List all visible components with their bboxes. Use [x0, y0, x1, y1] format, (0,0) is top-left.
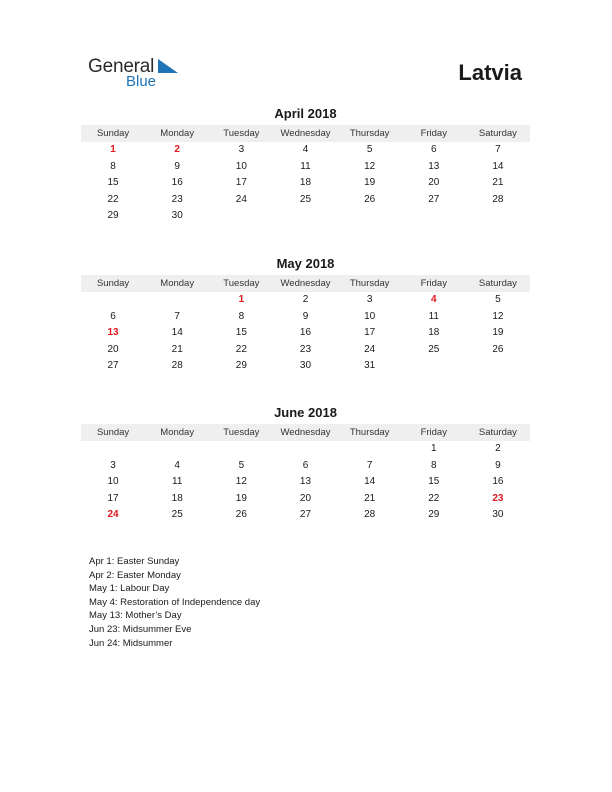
date-cell: 3: [366, 294, 373, 305]
date-cell: 19: [492, 327, 504, 339]
weekday-label: Sunday: [96, 427, 130, 438]
date-cell: [402, 358, 466, 375]
weekday-label: Friday: [420, 427, 447, 438]
weekday-header-row: [81, 125, 530, 142]
date-cell: 11: [300, 160, 311, 172]
date-cell: 31: [364, 360, 376, 372]
date-cell: 25: [171, 509, 183, 521]
holiday-entry: Jun 23: Midsummer Eve: [89, 623, 192, 635]
date-cell: 18: [171, 492, 183, 504]
date-cell: 27: [428, 193, 440, 205]
date-cell: 26: [235, 509, 247, 521]
holiday-list: [89, 555, 260, 650]
date-cell: 12: [364, 160, 376, 172]
date-cell: 11: [428, 310, 439, 322]
date-cell: 25: [299, 193, 312, 205]
month-title: April 2018: [274, 106, 337, 121]
weekday-label: Tuesday: [223, 427, 260, 438]
date-cell: 10: [107, 476, 119, 488]
date-cell: 30: [299, 360, 312, 372]
date-cell: 22: [107, 193, 119, 205]
weekday-label: Sunday: [96, 278, 130, 289]
date-cell: 13: [299, 476, 312, 488]
weekday-label: Tuesday: [223, 278, 260, 289]
weekday-label: Wednesday: [280, 128, 331, 139]
generalblue-logo: [88, 56, 188, 92]
month-calendar-june: [81, 405, 530, 524]
date-cell: 15: [235, 327, 247, 339]
holiday-date-cell: 4: [430, 294, 437, 305]
weekday-label: Wednesday: [280, 278, 331, 289]
date-cell: 17: [107, 492, 119, 504]
week-row: [81, 325, 530, 342]
date-cell: 3: [110, 459, 116, 471]
date-cell: 4: [302, 144, 309, 155]
date-cell: 7: [495, 144, 501, 155]
weekday-label: Thursday: [349, 278, 390, 289]
date-cell: [209, 208, 273, 225]
date-cell: 8: [430, 459, 437, 471]
date-cell: [338, 441, 402, 458]
date-cell: 15: [428, 476, 440, 488]
weekday-label: Saturday: [478, 128, 517, 139]
week-row: [81, 441, 530, 458]
date-cell: 14: [364, 476, 376, 488]
date-cell: 2: [302, 294, 309, 305]
date-cell: 13: [428, 160, 440, 172]
date-cell: 17: [364, 327, 376, 339]
week-row: [81, 309, 530, 326]
week-row: [81, 474, 530, 491]
date-cell: [466, 208, 530, 225]
weekday-header-row: [81, 275, 530, 292]
date-cell: 27: [299, 509, 312, 521]
date-cell: [209, 441, 273, 458]
date-cell: 6: [430, 144, 437, 155]
date-cell: 30: [492, 509, 504, 521]
date-cell: 30: [171, 210, 183, 222]
date-cell: 6: [110, 310, 116, 322]
date-cell: 14: [492, 160, 504, 172]
date-cell: [466, 358, 530, 375]
holiday-entry: Apr 2: Easter Monday: [89, 569, 181, 581]
holiday-date-cell: 1: [238, 294, 245, 305]
date-cell: [273, 208, 337, 225]
date-cell: 12: [235, 476, 247, 488]
holiday-date-cell: 13: [107, 327, 119, 339]
date-cell: [81, 441, 145, 458]
date-cell: [145, 441, 209, 458]
holiday-entry: May 4: Restoration of Independence day: [89, 596, 261, 608]
date-cell: 19: [364, 177, 376, 189]
date-cell: 25: [428, 343, 440, 355]
date-cell: 5: [366, 144, 373, 155]
date-cell: 16: [299, 327, 312, 339]
date-cell: 11: [172, 476, 183, 488]
date-cell: 6: [302, 459, 309, 471]
month-calendar-april: [81, 106, 530, 225]
date-cell: 8: [238, 310, 245, 322]
weekday-label: Thursday: [349, 128, 390, 139]
date-cell: [273, 441, 337, 458]
date-cell: 12: [492, 310, 504, 322]
date-cell: 24: [235, 193, 247, 205]
country-title: Latvia: [458, 60, 522, 85]
date-cell: 7: [366, 459, 373, 471]
date-cell: 18: [428, 327, 440, 339]
week-row: [81, 358, 530, 375]
date-cell: 28: [171, 360, 183, 372]
date-cell: 17: [235, 177, 247, 189]
holiday-entry: Apr 1: Easter Sunday: [89, 556, 180, 567]
weekday-label: Tuesday: [223, 128, 260, 139]
weekday-label: Saturday: [478, 427, 517, 438]
weekday-label: Monday: [160, 128, 195, 139]
date-cell: 29: [428, 509, 440, 521]
logo-flag-icon: [158, 59, 178, 73]
week-row: [81, 507, 530, 524]
holiday-date-cell: 2: [174, 144, 180, 155]
date-cell: 23: [171, 193, 183, 205]
date-cell: 14: [171, 327, 183, 339]
holiday-date-cell: 23: [492, 492, 504, 504]
date-cell: 10: [235, 160, 247, 172]
holiday-entry: Jun 24: Midsummer: [89, 637, 173, 649]
holiday-entry: May 1: Labour Day: [89, 583, 170, 595]
weekday-label: Monday: [160, 427, 195, 438]
week-row: [81, 208, 530, 225]
date-cell: 3: [238, 144, 245, 155]
date-cell: 28: [492, 193, 504, 205]
weekday-label: Thursday: [349, 427, 390, 438]
date-cell: 28: [364, 509, 376, 521]
date-cell: 22: [428, 492, 440, 504]
holiday-entry: May 13: Mother’s Day: [89, 610, 182, 622]
date-cell: 20: [428, 177, 440, 189]
date-cell: 5: [495, 294, 501, 305]
date-cell: 29: [107, 210, 119, 222]
week-row: [81, 458, 530, 475]
date-cell: 29: [235, 360, 247, 372]
date-cell: 24: [364, 343, 376, 355]
date-cell: 2: [495, 443, 501, 454]
date-cell: [81, 292, 145, 309]
date-cell: [145, 292, 209, 309]
date-cell: 21: [171, 343, 183, 355]
date-cell: 7: [174, 310, 180, 322]
weekday-label: Saturday: [478, 278, 517, 289]
date-cell: 26: [364, 193, 376, 205]
logo-general-text: General: [88, 56, 155, 77]
date-cell: 5: [238, 459, 245, 471]
date-cell: 23: [299, 343, 312, 355]
date-cell: 9: [495, 459, 501, 471]
date-cell: 15: [107, 177, 119, 189]
week-row: [81, 292, 530, 309]
date-cell: 16: [171, 177, 183, 189]
month-title: May 2018: [276, 256, 335, 271]
weekday-label: Monday: [160, 278, 195, 289]
date-cell: 16: [492, 476, 504, 488]
date-cell: 10: [364, 310, 376, 322]
date-cell: [402, 208, 466, 225]
week-row: [81, 491, 530, 508]
date-cell: 1: [430, 443, 437, 454]
holiday-date-cell: 24: [107, 509, 119, 521]
weekday-label: Wednesday: [280, 427, 331, 438]
weekday-label: Friday: [420, 128, 447, 139]
logo-blue-text: Blue: [126, 73, 157, 90]
week-row: [81, 175, 530, 192]
date-cell: 20: [299, 492, 312, 504]
month-title: June 2018: [274, 405, 337, 420]
weekday-label: Sunday: [96, 128, 130, 139]
holiday-date-cell: 1: [110, 144, 116, 155]
date-cell: 18: [299, 177, 312, 189]
date-cell: 8: [110, 160, 116, 172]
date-cell: 21: [364, 492, 376, 504]
week-row: [81, 159, 530, 176]
month-calendar-may: [81, 256, 530, 375]
date-cell: 21: [492, 177, 504, 189]
weekday-label: Friday: [420, 278, 447, 289]
date-cell: 4: [174, 459, 180, 471]
date-cell: [338, 208, 402, 225]
date-cell: 20: [107, 343, 119, 355]
weekday-header-row: [81, 424, 530, 441]
week-row: [81, 142, 530, 159]
date-cell: 22: [235, 343, 247, 355]
date-cell: 26: [492, 343, 504, 355]
date-cell: 27: [107, 360, 119, 372]
week-row: [81, 192, 530, 209]
date-cell: 19: [235, 492, 247, 504]
date-cell: 9: [174, 160, 180, 172]
week-row: [81, 342, 530, 359]
date-cell: 9: [302, 310, 309, 322]
